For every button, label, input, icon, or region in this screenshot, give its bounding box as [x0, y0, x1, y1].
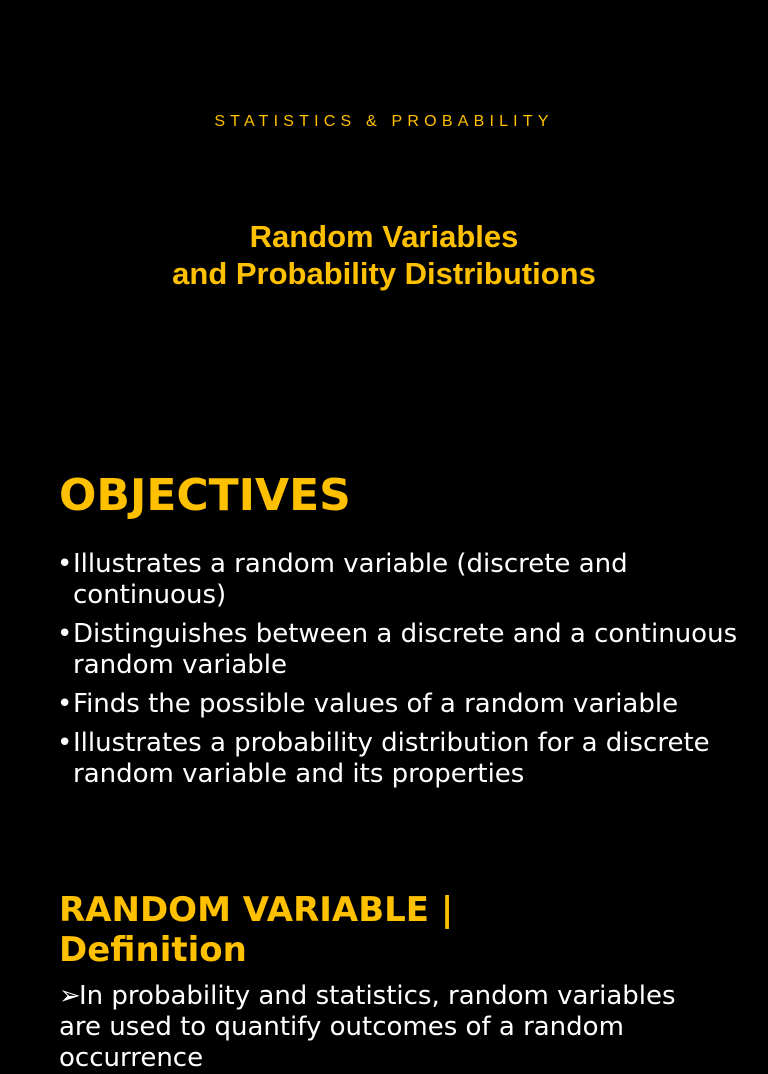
- definition-heading-line-2: Definition: [59, 930, 247, 970]
- definition-body: In probability and statistics, random variables are used to quantify outcomes of a random occurrence: [59, 981, 676, 1073]
- objective-text: Distinguishes between a discrete and a continuous random variable: [73, 619, 738, 680]
- objectives-heading: OBJECTIVES: [59, 470, 351, 521]
- objective-text: Finds the possible values of a random variable: [73, 689, 679, 719]
- arrow-bullet-icon: ➢: [59, 981, 81, 1011]
- objective-item-3: [57, 689, 747, 720]
- title-line-1: Random Variables: [249, 219, 519, 254]
- definition-heading: [59, 890, 453, 970]
- definition-text: [59, 981, 709, 1074]
- objective-item-2: [57, 619, 747, 681]
- bullet-icon: •: [57, 619, 73, 649]
- slide-title: [0, 218, 768, 292]
- objectives-list: [57, 549, 747, 798]
- objective-item-4: [57, 728, 747, 790]
- bullet-icon: •: [57, 728, 73, 758]
- objective-item-1: [57, 549, 747, 611]
- bullet-icon: •: [57, 689, 73, 719]
- title-line-2: and Probability Distributions: [172, 256, 596, 291]
- bullet-icon: •: [57, 549, 73, 579]
- subject-label: STATISTICS & PROBABILITY: [214, 113, 554, 130]
- objective-text: Illustrates a random variable (discrete and continuous): [73, 549, 628, 610]
- definition-heading-line-1: RANDOM VARIABLE |: [59, 890, 454, 930]
- objective-text: Illustrates a probability distribution for a discrete random variable and its properties: [73, 728, 710, 789]
